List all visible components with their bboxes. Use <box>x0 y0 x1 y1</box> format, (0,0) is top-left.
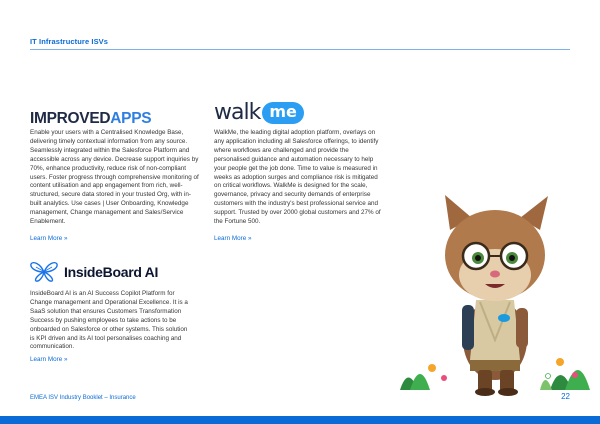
page-number: 22 <box>561 392 570 401</box>
improvedapps-logo <box>30 111 151 127</box>
improvedapps-description: Enable your users with a Centralised Knowledge Base, delivering timely contextual information from any source. Seamlessly integrated within the Salesforce Platform and accessible across any device. Decrease support inquiries by 70%, enhance productivity, reduce risk of non-compliant users. Foster progress through comprehensive monitoring of content utilisation and app engagement from rich, well-structured, secure data stored in your trusted Org, with in-built analytics. Use cases | User Onboarding, Knowledge management, Change management and Sales/Service Enablement. <box>30 129 199 226</box>
walkme-logo-part1: walk <box>214 100 261 125</box>
insideboard-logo-text: InsideBoard AI <box>64 264 159 280</box>
walkme-logo-part2: me <box>262 102 304 124</box>
mascot-body <box>462 300 528 396</box>
walkme-logo <box>214 100 304 126</box>
bottom-accent-bar <box>0 416 600 424</box>
header-divider <box>30 49 570 50</box>
butterfly-icon <box>30 261 58 283</box>
walkme-description: WalkMe, the leading digital adoption platform, overlays on any application including all Salesforce offerings, to identify where workflows are challenged and provide the personalised guidance and automation necessary to help your people get the job done. Time to value is measured in weeks as adoption surges and compliance risk is mitigated on critical workflows. WalkMe is designed for the scale, governance, privacy and security demands of enterprise customers with the industry's best professional service and support. Trusted by over 2000 global customers and 27% of the Fortune 500. <box>214 129 381 226</box>
section-title: IT Infrastructure ISVs <box>30 37 109 46</box>
improvedapps-logo-part2: APPS <box>110 110 152 127</box>
insideboard-learn-more-link[interactable]: Learn More » <box>30 356 68 363</box>
insideboard-description: InsideBoard AI is an AI Success Copilot Platform for Change management and Operational Excellence. It is a SaaS solution that ensures Customers Transformation Success by pushing employees to take actions to be onboarded on Salesforce or other systems. This solution is KPI driven and its AI tool personalises coaching and communication. <box>30 290 188 351</box>
footer-booklet-title: EMEA ISV Industry Booklet – Insurance <box>30 395 136 401</box>
mascot-illustration <box>400 190 590 400</box>
mascot-head <box>445 195 548 301</box>
walkme-learn-more-link[interactable]: Learn More » <box>214 235 252 242</box>
improvedapps-learn-more-link[interactable]: Learn More » <box>30 235 68 242</box>
improvedapps-logo-part1: IMPROVED <box>30 110 111 127</box>
insideboard-logo <box>30 261 158 283</box>
